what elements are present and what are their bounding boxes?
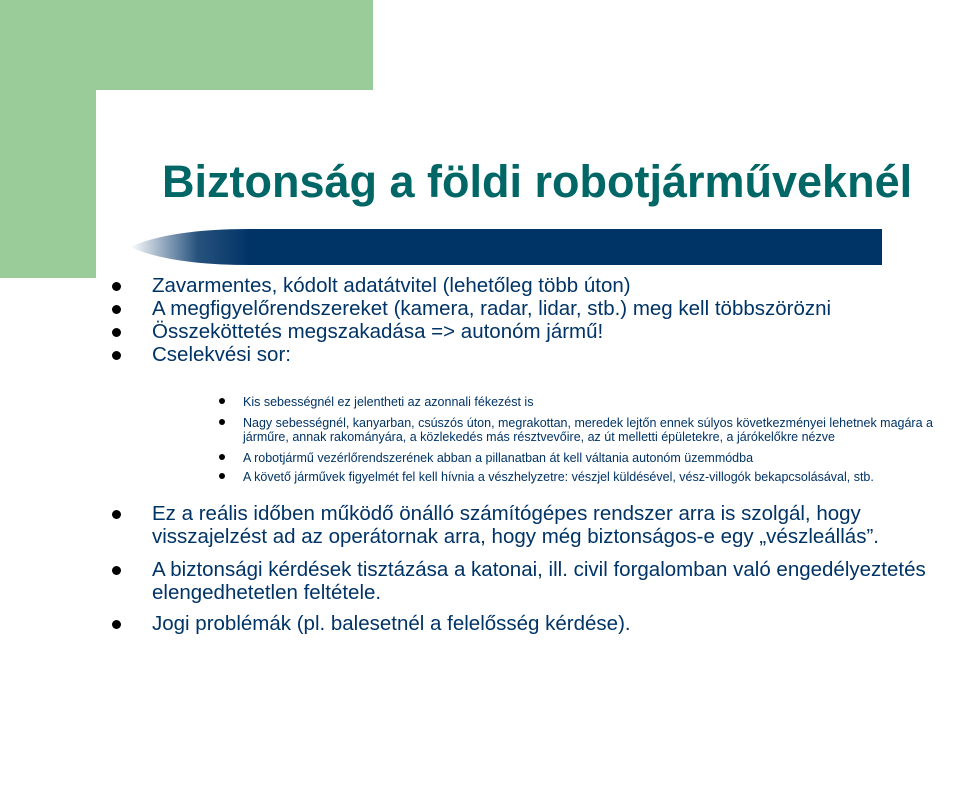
bullet-dot-icon	[112, 328, 121, 337]
sub-bullet-item-4	[112, 470, 960, 484]
bullet-item-5	[112, 502, 960, 548]
bullet-text: A biztonsági kérdések tisztázása a katonai, ill. civil forgalomban való engedélyeztetés elengedhetetlen feltétele.	[152, 558, 926, 604]
bullet-item-7	[112, 612, 960, 635]
sub-bullet-dot-icon	[219, 398, 225, 404]
sub-bullet-item-1	[112, 395, 960, 409]
bullet-dot-icon	[112, 282, 121, 291]
bullet-item-1	[112, 274, 960, 297]
slide-title: Biztonság a földi robotjárműveknél	[162, 156, 913, 207]
bullet-list-lower	[112, 502, 960, 635]
bullet-text: Ez a reális időben működő önálló számítógépes rendszer arra is szolgál, hogy visszajelzést ad az operátornak arra, hogy még biztonságos-e egy „vészleállás”.	[152, 502, 879, 548]
bullet-dot-icon	[112, 351, 121, 360]
bullet-text: Összeköttetés megszakadása => autonóm jármű!	[152, 320, 604, 343]
bullet-text: A megfigyelőrendszereket (kamera, radar, lidar, stb.) meg kell többszörözni	[152, 297, 832, 320]
bullet-text: Zavarmentes, kódolt adatátvitel (lehetőleg több úton)	[152, 274, 631, 297]
sub-bullet-text: Kis sebességnél ez jelentheti az azonnali fékezést is	[243, 395, 534, 409]
sub-bullet-item-2	[112, 416, 960, 444]
bullet-dot-icon	[112, 620, 121, 629]
sub-bullet-dot-icon	[219, 473, 225, 479]
sub-bullet-dot-icon	[219, 419, 225, 425]
sub-bullet-text: A követő járművek figyelmét fel kell hívnia a vészhelyzetre: vészjel küldésével, vész-villogók bekapcsolásával, stb.	[243, 470, 874, 484]
sub-bullet-text: A robotjármű vezérlőrendszerének abban a pillanatban át kell váltania autonóm üzemmódba	[243, 451, 754, 465]
bullet-dot-icon	[112, 510, 121, 519]
title-underline-bar	[130, 229, 882, 265]
bullet-item-3	[112, 320, 960, 343]
sub-bullet-dot-icon	[219, 454, 225, 460]
bullet-item-4	[112, 343, 960, 366]
bullet-dot-icon	[112, 566, 121, 575]
sub-bullet-item-3	[112, 451, 960, 465]
bullet-item-6	[112, 558, 960, 604]
bullet-item-2	[112, 297, 960, 320]
bullet-text: Jogi problémák (pl. balesetnél a felelősség kérdése).	[152, 612, 631, 635]
bullet-dot-icon	[112, 305, 121, 314]
sub-bullet-list	[112, 395, 960, 488]
bullet-text: Cselekvési sor:	[152, 343, 291, 366]
bullet-list	[112, 274, 960, 366]
sub-bullet-text: Nagy sebességnél, kanyarban, csúszós úton, megrakottan, meredek lejtőn ennek súlyos következményei lehetnek magára a járműre, annak rakományára, a közlekedés más résztvevőire, az út melletti épületekre, a járókelőkre nézve	[243, 416, 933, 444]
